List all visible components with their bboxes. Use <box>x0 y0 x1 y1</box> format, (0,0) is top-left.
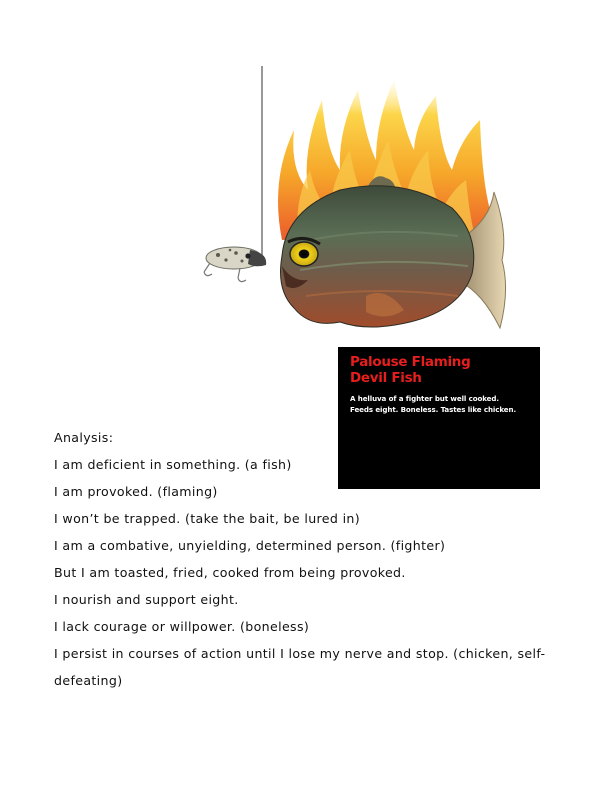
analysis-text <box>54 424 554 694</box>
fish-eye <box>290 242 318 266</box>
caption-title-line-2: Devil Fish <box>350 370 422 386</box>
analysis-line: I am a combative, unyielding, determined person. (fighter) <box>54 538 446 553</box>
analysis-line: I am deficient in something. (a fish) <box>54 457 292 472</box>
analysis-line: I persist in courses of action until I lose my nerve and stop. (chicken, self- <box>54 646 546 661</box>
analysis-heading: Analysis: <box>54 430 114 445</box>
analysis-line: I am provoked. (flaming) <box>54 484 218 499</box>
analysis-line: But I am toasted, fried, cooked from being provoked. <box>54 565 406 580</box>
caption-text <box>350 393 530 415</box>
flaming-fish-illustration <box>190 60 550 360</box>
fishing-lure <box>204 247 266 282</box>
analysis-line: I nourish and support eight. <box>54 592 239 607</box>
analysis-line: I lack courage or willpower. (boneless) <box>54 619 310 634</box>
caption-title <box>350 354 530 386</box>
caption-title-line-1: Palouse Flaming <box>350 354 471 370</box>
analysis-line: defeating) <box>54 673 123 688</box>
analysis-line: I won’t be trapped. (take the bait, be lured in) <box>54 511 361 526</box>
fish-and-lure-graphic <box>190 60 550 360</box>
caption-text-line-2: Feeds eight. Boneless. Tastes like chicken. <box>350 405 517 414</box>
caption-text-line-1: A helluva of a fighter but well cooked. <box>350 394 499 403</box>
